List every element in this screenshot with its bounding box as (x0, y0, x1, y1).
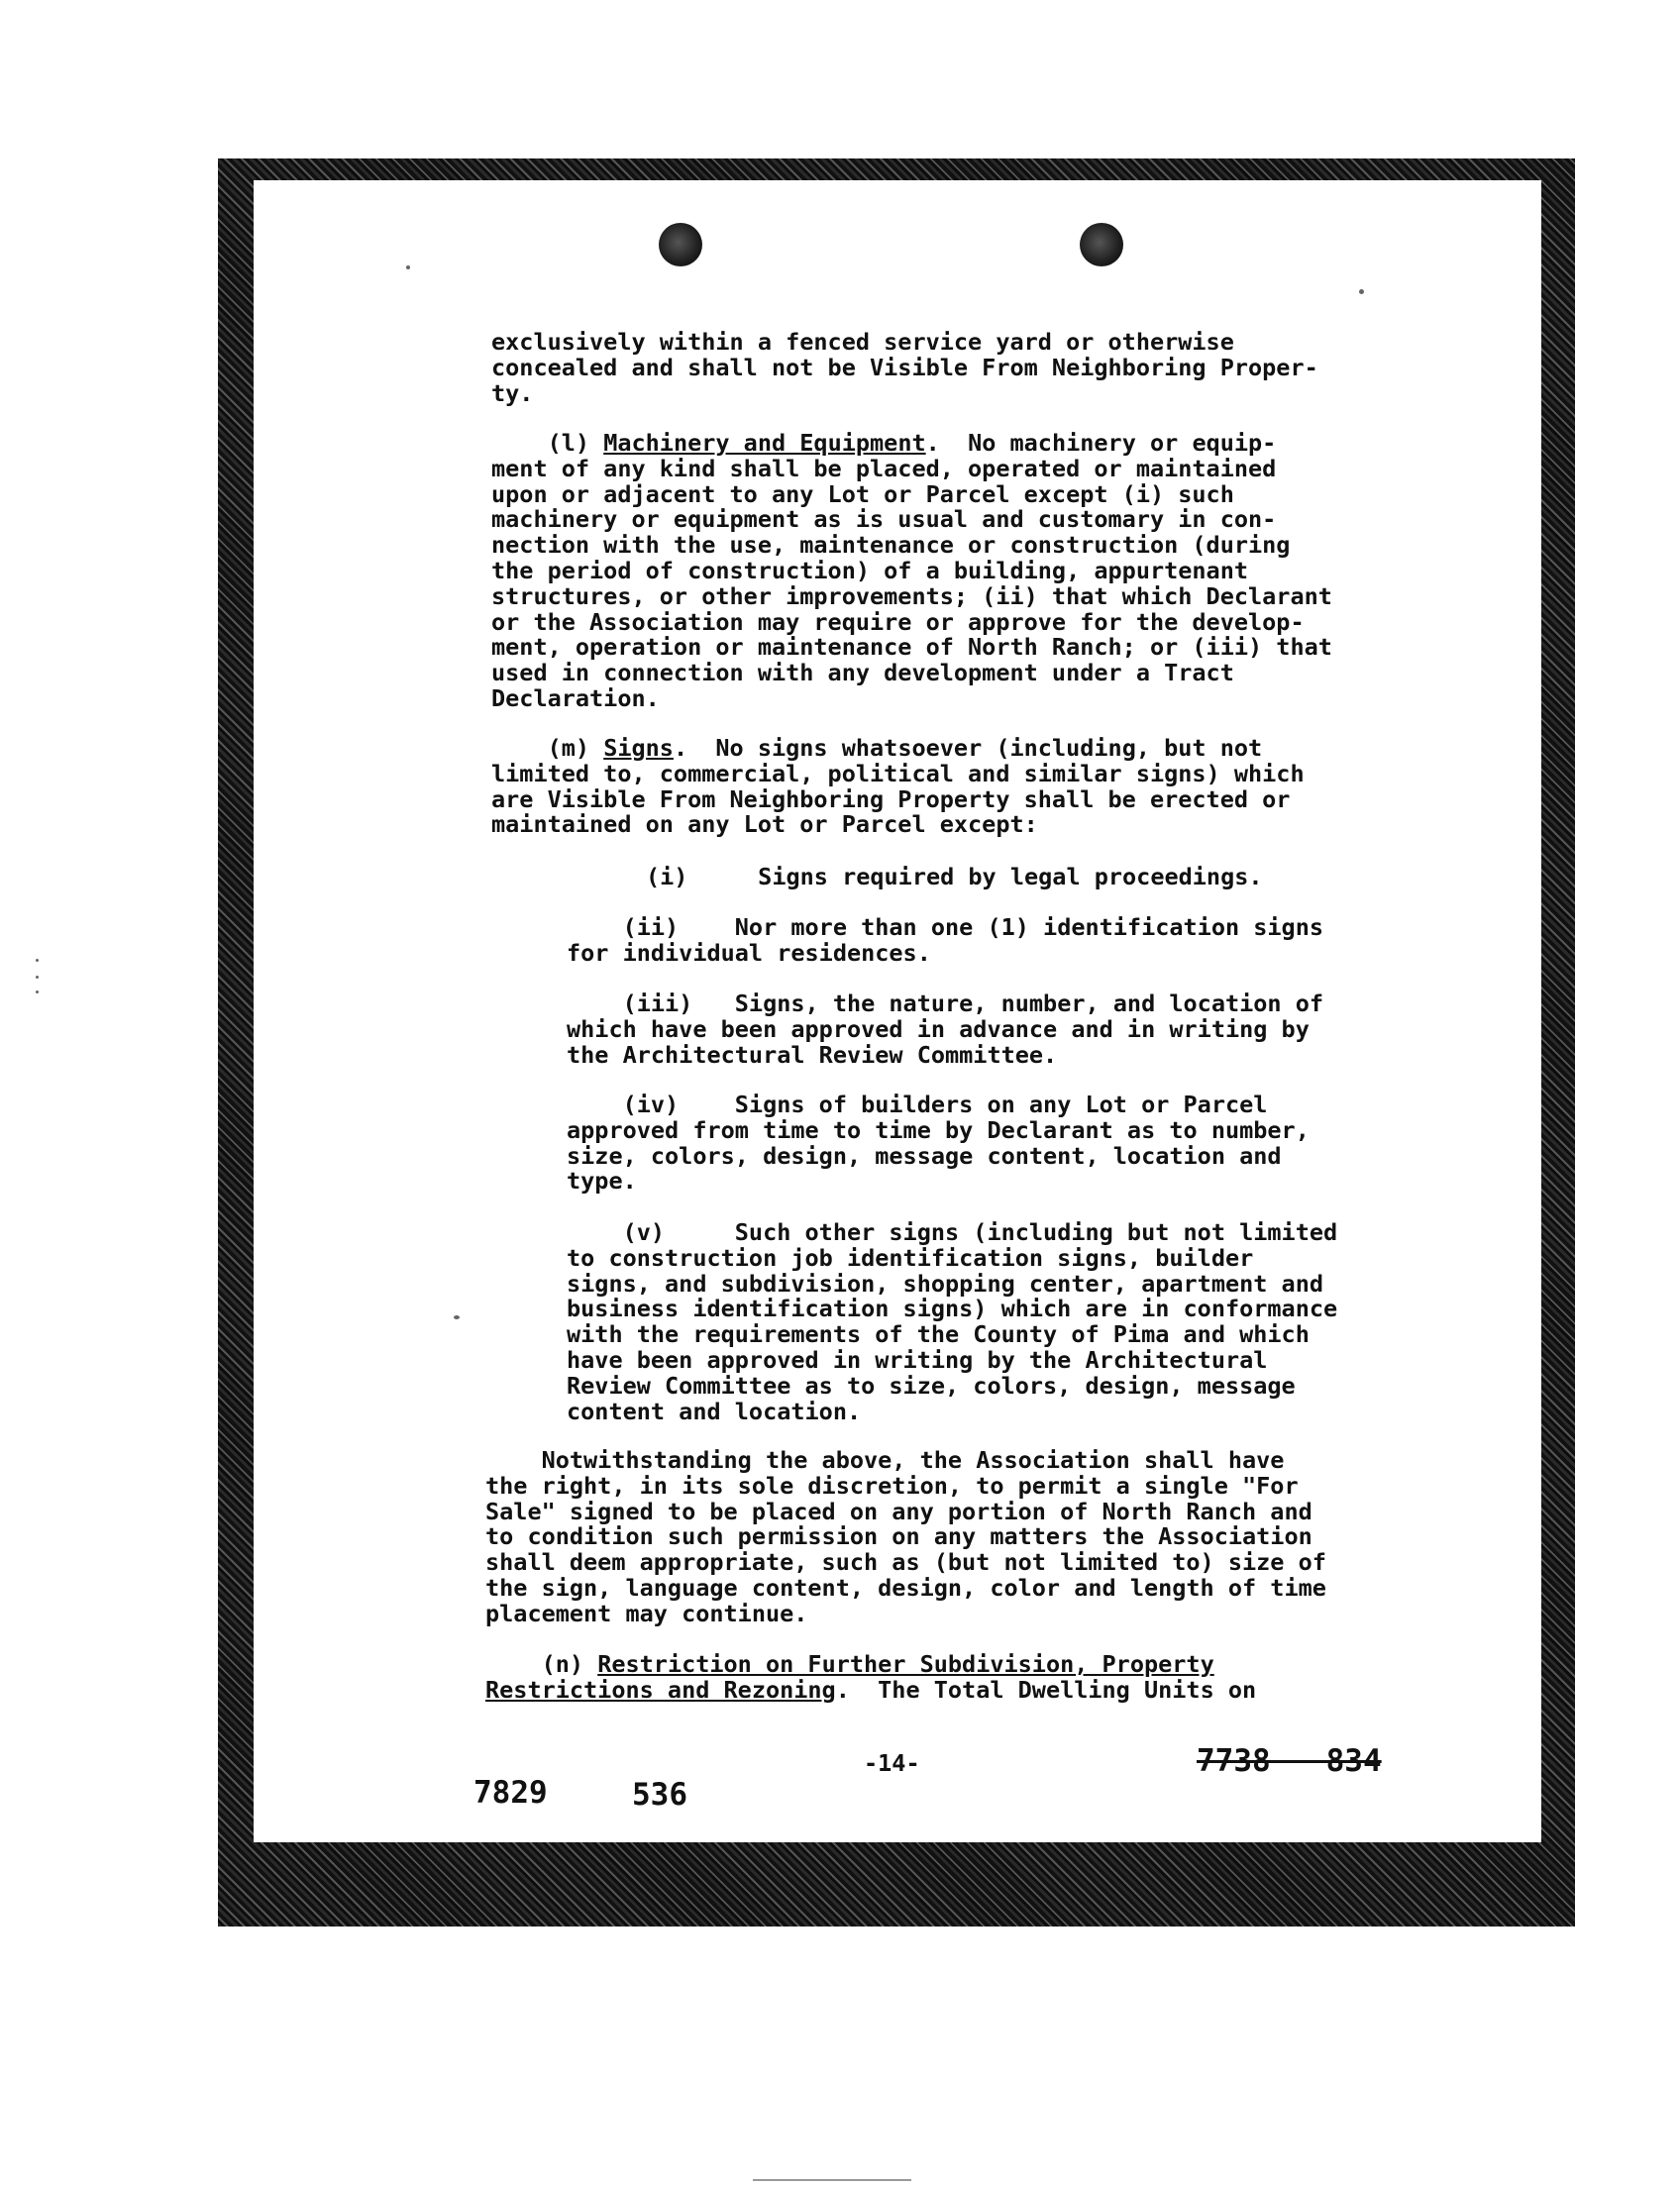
section-m-body: limited to, commercial, political and similar signs) which are Visible From Neighboring Property shall be erected or maintained on any Lot or Parcel except: (491, 759, 1305, 839)
section-l-label: (l) (547, 429, 590, 457)
punch-hole-right (1080, 223, 1123, 266)
continuation-paragraph: exclusively within a fenced service yard or otherwise concealed and shall not be Visible From Neighboring Proper- ty. (491, 328, 1318, 407)
section-n-heading-line1: Restriction on Further Subdivision, Property (597, 1650, 1214, 1678)
sign-item-iii-text: (iii) Signs, the nature, number, and location of which have been approved in advance and in writing by the Architectural Review Committee. (567, 990, 1324, 1069)
scan-speck (36, 959, 39, 962)
section-m-signs (491, 736, 1305, 838)
section-n-label: (n) (541, 1650, 584, 1678)
sign-item-iv-text: (iv) Signs of builders on any Lot or Parcel approved from time to time by Declarant as to number, size, colors, design, message content, location and type. (567, 1091, 1310, 1196)
sign-item-iv (567, 1093, 1310, 1195)
struck-reference-number: 7738 834 (1197, 1743, 1382, 1779)
recording-page-number: 536 (632, 1777, 687, 1813)
sign-item-ii (567, 915, 1323, 967)
sign-item-iii (567, 991, 1323, 1068)
section-l-body: ment of any kind shall be placed, operated or maintained upon or adjacent to any Lot or Parcel except (i) such machinery or equipment as is usual and customary in con- nection with the use, maintenance or construction (during the period of construction) of a building, appurtenant structures, or other improvements; (ii) that which Declarant or the Association may require or approve for the develop- ment, operation or maintenance of North Ranch; or (iii) that used in connection with any development under a Tract Declaration. (491, 454, 1332, 712)
sign-item-v (567, 1220, 1337, 1424)
scan-speck (1359, 289, 1364, 294)
sign-item-i: (i) Signs required by legal proceedings. (646, 863, 1263, 890)
section-m-label: (m) (547, 734, 590, 762)
recording-book-number: 7829 (473, 1775, 548, 1811)
section-m-body-first: . No signs whatsoever (including, but not (673, 734, 1263, 762)
section-m-heading: Signs (603, 734, 674, 762)
notwithstanding-text: Notwithstanding the above, the Association shall have the right, in its sole discretion, to permit a single "For Sale" signed to be placed on any portion of North Ranch and to condition such permission on any matters the Association shall deem appropriate, such as (but not limited to) size of the sign, language content, design, color and length of time placement may continue. (485, 1446, 1326, 1627)
section-n-heading-line2: Restrictions and Rezoning (485, 1675, 836, 1704)
sign-item-v-text: (v) Such other signs (including but not limited to construction job identification signs, builder signs, and subdivision, shopping center, apartment and business identification signs) which are in conformance with the requirements of the County of Pima and which have been approved in writing by the Architectural Review Committee as to size, colors, design, message content and location. (567, 1218, 1338, 1425)
section-l-machinery (491, 431, 1332, 712)
scan-artifact-line (753, 2179, 911, 2181)
scan-speck (36, 990, 39, 993)
notwithstanding-paragraph (485, 1448, 1326, 1627)
section-n-tail: . The Total Dwelling Units on (835, 1675, 1257, 1704)
page-number: -14- (864, 1749, 920, 1777)
sign-item-ii-text: (ii) Nor more than one (1) identification signs for individual residences. (567, 913, 1324, 967)
scan-speck (36, 976, 39, 979)
punch-hole-left (659, 223, 702, 266)
section-l-body-first: . No machinery or equip- (925, 429, 1277, 457)
section-l-heading: Machinery and Equipment (603, 429, 926, 457)
section-n-restriction (485, 1652, 1256, 1704)
scan-speck (406, 265, 410, 269)
scan-speck (454, 1315, 460, 1319)
